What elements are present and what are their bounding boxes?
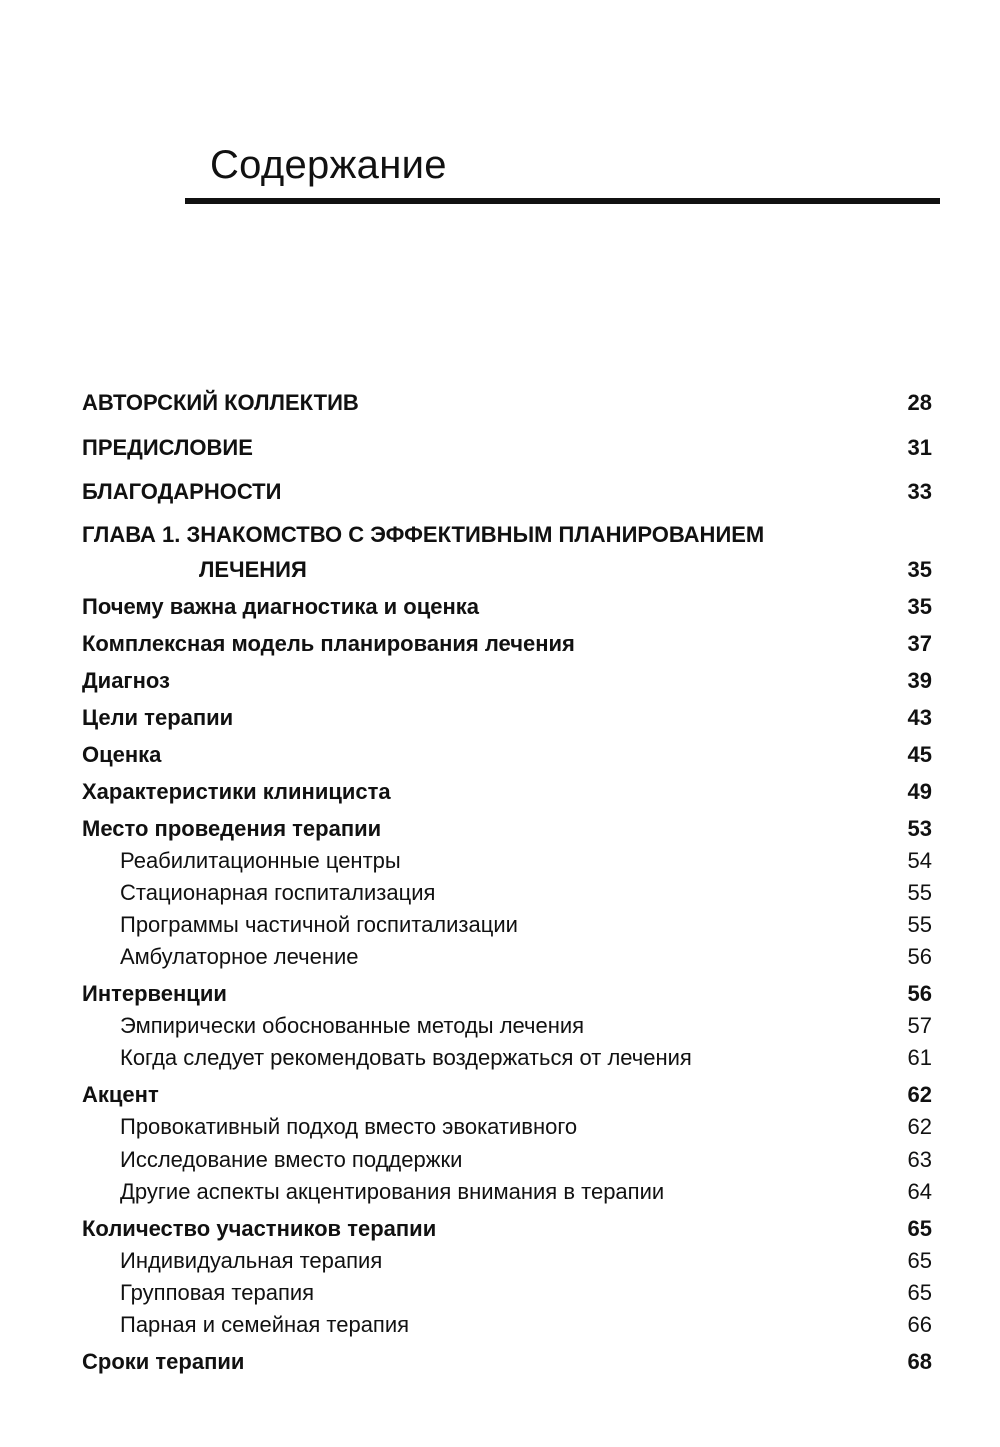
page-title: Содержание [210,143,447,187]
toc-page-number: 53 [907,816,932,841]
toc-entry-label: Провокативный подход вместо эвокативного [120,1114,578,1139]
toc-entry-label: Интервенции [82,981,227,1006]
toc-page-number: 45 [907,742,932,767]
toc-page-number: 56 [907,944,932,969]
toc-entry[interactable] [82,631,932,657]
toc-subentry[interactable] [120,912,932,938]
toc-page-number: 37 [907,631,932,656]
toc-entry[interactable] [82,816,932,842]
toc-entry[interactable] [82,594,932,620]
toc-entry[interactable] [82,1349,932,1375]
toc-entry[interactable] [82,742,932,768]
toc-page-number: 56 [907,981,932,1006]
toc-entry-label: Другие аспекты акцентирования внимания в терапии [120,1179,665,1204]
toc-entry-label: Парная и семейная терапия [120,1312,410,1337]
toc-subentry[interactable] [120,1280,932,1306]
toc-entry-label: Эмпирически обоснованные методы лечения [120,1013,585,1038]
toc-page-number: 65 [907,1248,932,1273]
toc-page-number: 33 [907,479,932,504]
toc-page-number: 68 [907,1349,932,1374]
toc-subentry[interactable] [120,1248,932,1274]
toc-page-number: 61 [907,1045,932,1070]
title-rule [185,198,940,204]
toc-entry-preface[interactable] [82,435,932,461]
toc-entry-label: Исследование вместо поддержки [120,1147,463,1172]
toc-subentry[interactable] [120,880,932,906]
toc-entry-label: Количество участников терапии [82,1216,437,1241]
toc-entry[interactable] [82,981,932,1007]
toc-page-number: 63 [907,1147,932,1172]
toc-subentry[interactable] [120,1312,932,1338]
toc-entry-label: Амбулаторное лечение [120,944,359,969]
toc-entry-label: Программы частичной госпитализации [120,912,518,937]
toc-entry-label: Индивидуальная терапия [120,1248,383,1273]
toc-page-number: 31 [907,435,932,460]
toc-page-number: 35 [907,594,932,619]
toc-subentry[interactable] [120,1179,932,1205]
toc-page-number: 43 [907,705,932,730]
toc-page-number: 28 [907,390,932,415]
toc-entry-label: Цели терапии [82,705,234,730]
toc-page-number: 39 [907,668,932,693]
toc-chapter-1[interactable] [82,522,932,583]
toc-entry-label: АВТОРСКИЙ КОЛЛЕКТИВ [82,390,359,415]
toc-subentry[interactable] [120,1114,932,1140]
toc-entry-thanks[interactable] [82,479,932,505]
toc-page-number: 65 [907,1216,932,1241]
toc-entry-label: Почему важна диагностика и оценка [82,594,480,619]
toc-entry-label: БЛАГОДАРНОСТИ [82,479,282,504]
toc-page-number: 54 [907,848,932,873]
toc-page-number: 65 [907,1280,932,1305]
toc-subentry[interactable] [120,944,932,970]
toc-page-number: 55 [907,912,932,937]
chapter-title-line1: ГЛАВА 1. ЗНАКОМСТВО С ЭФФЕКТИВНЫМ ПЛАНИРОВАНИЕМ [82,522,765,547]
toc-entry-label: Реабилитационные центры [120,848,401,873]
toc-entry-label: Оценка [82,742,162,767]
toc-subentry[interactable] [120,1013,932,1039]
toc-page-number: 55 [907,880,932,905]
toc-page-number: 62 [907,1114,932,1139]
toc-subentry[interactable] [120,1147,932,1173]
toc-page-number: 49 [907,779,932,804]
toc-entry[interactable] [82,779,932,805]
toc-entry-label: Стационарная госпитализация [120,880,436,905]
toc-entry[interactable] [82,1216,932,1242]
toc-entry-label: Когда следует рекомендовать воздержаться от лечения [120,1045,692,1070]
toc-entry[interactable] [82,668,932,694]
toc-entry-label: Акцент [82,1082,159,1107]
toc-entry[interactable] [82,705,932,731]
toc-entry-label: Сроки терапии [82,1349,245,1374]
toc-subentry[interactable] [120,848,932,874]
toc-page-number: 62 [907,1082,932,1107]
toc-page-number: 35 [907,557,932,582]
toc-entry-label: ПРЕДИСЛОВИЕ [82,435,253,460]
toc-entry-authors[interactable] [82,390,932,416]
toc-entry-label: Характеристики клинициста [82,779,391,804]
toc-entry-label: Место проведения терапии [82,816,382,841]
toc-page-number: 64 [907,1179,932,1204]
toc-page-number: 57 [907,1013,932,1038]
chapter-title-line2: ЛЕЧЕНИЯ [199,557,307,582]
toc-entry-label: Групповая терапия [120,1280,315,1305]
toc-page-number: 66 [907,1312,932,1337]
toc-subentry[interactable] [120,1045,932,1071]
toc-entry[interactable] [82,1082,932,1108]
toc-entry-label: Диагноз [82,668,170,693]
toc-entry-label: Комплексная модель планирования лечения [82,631,575,656]
